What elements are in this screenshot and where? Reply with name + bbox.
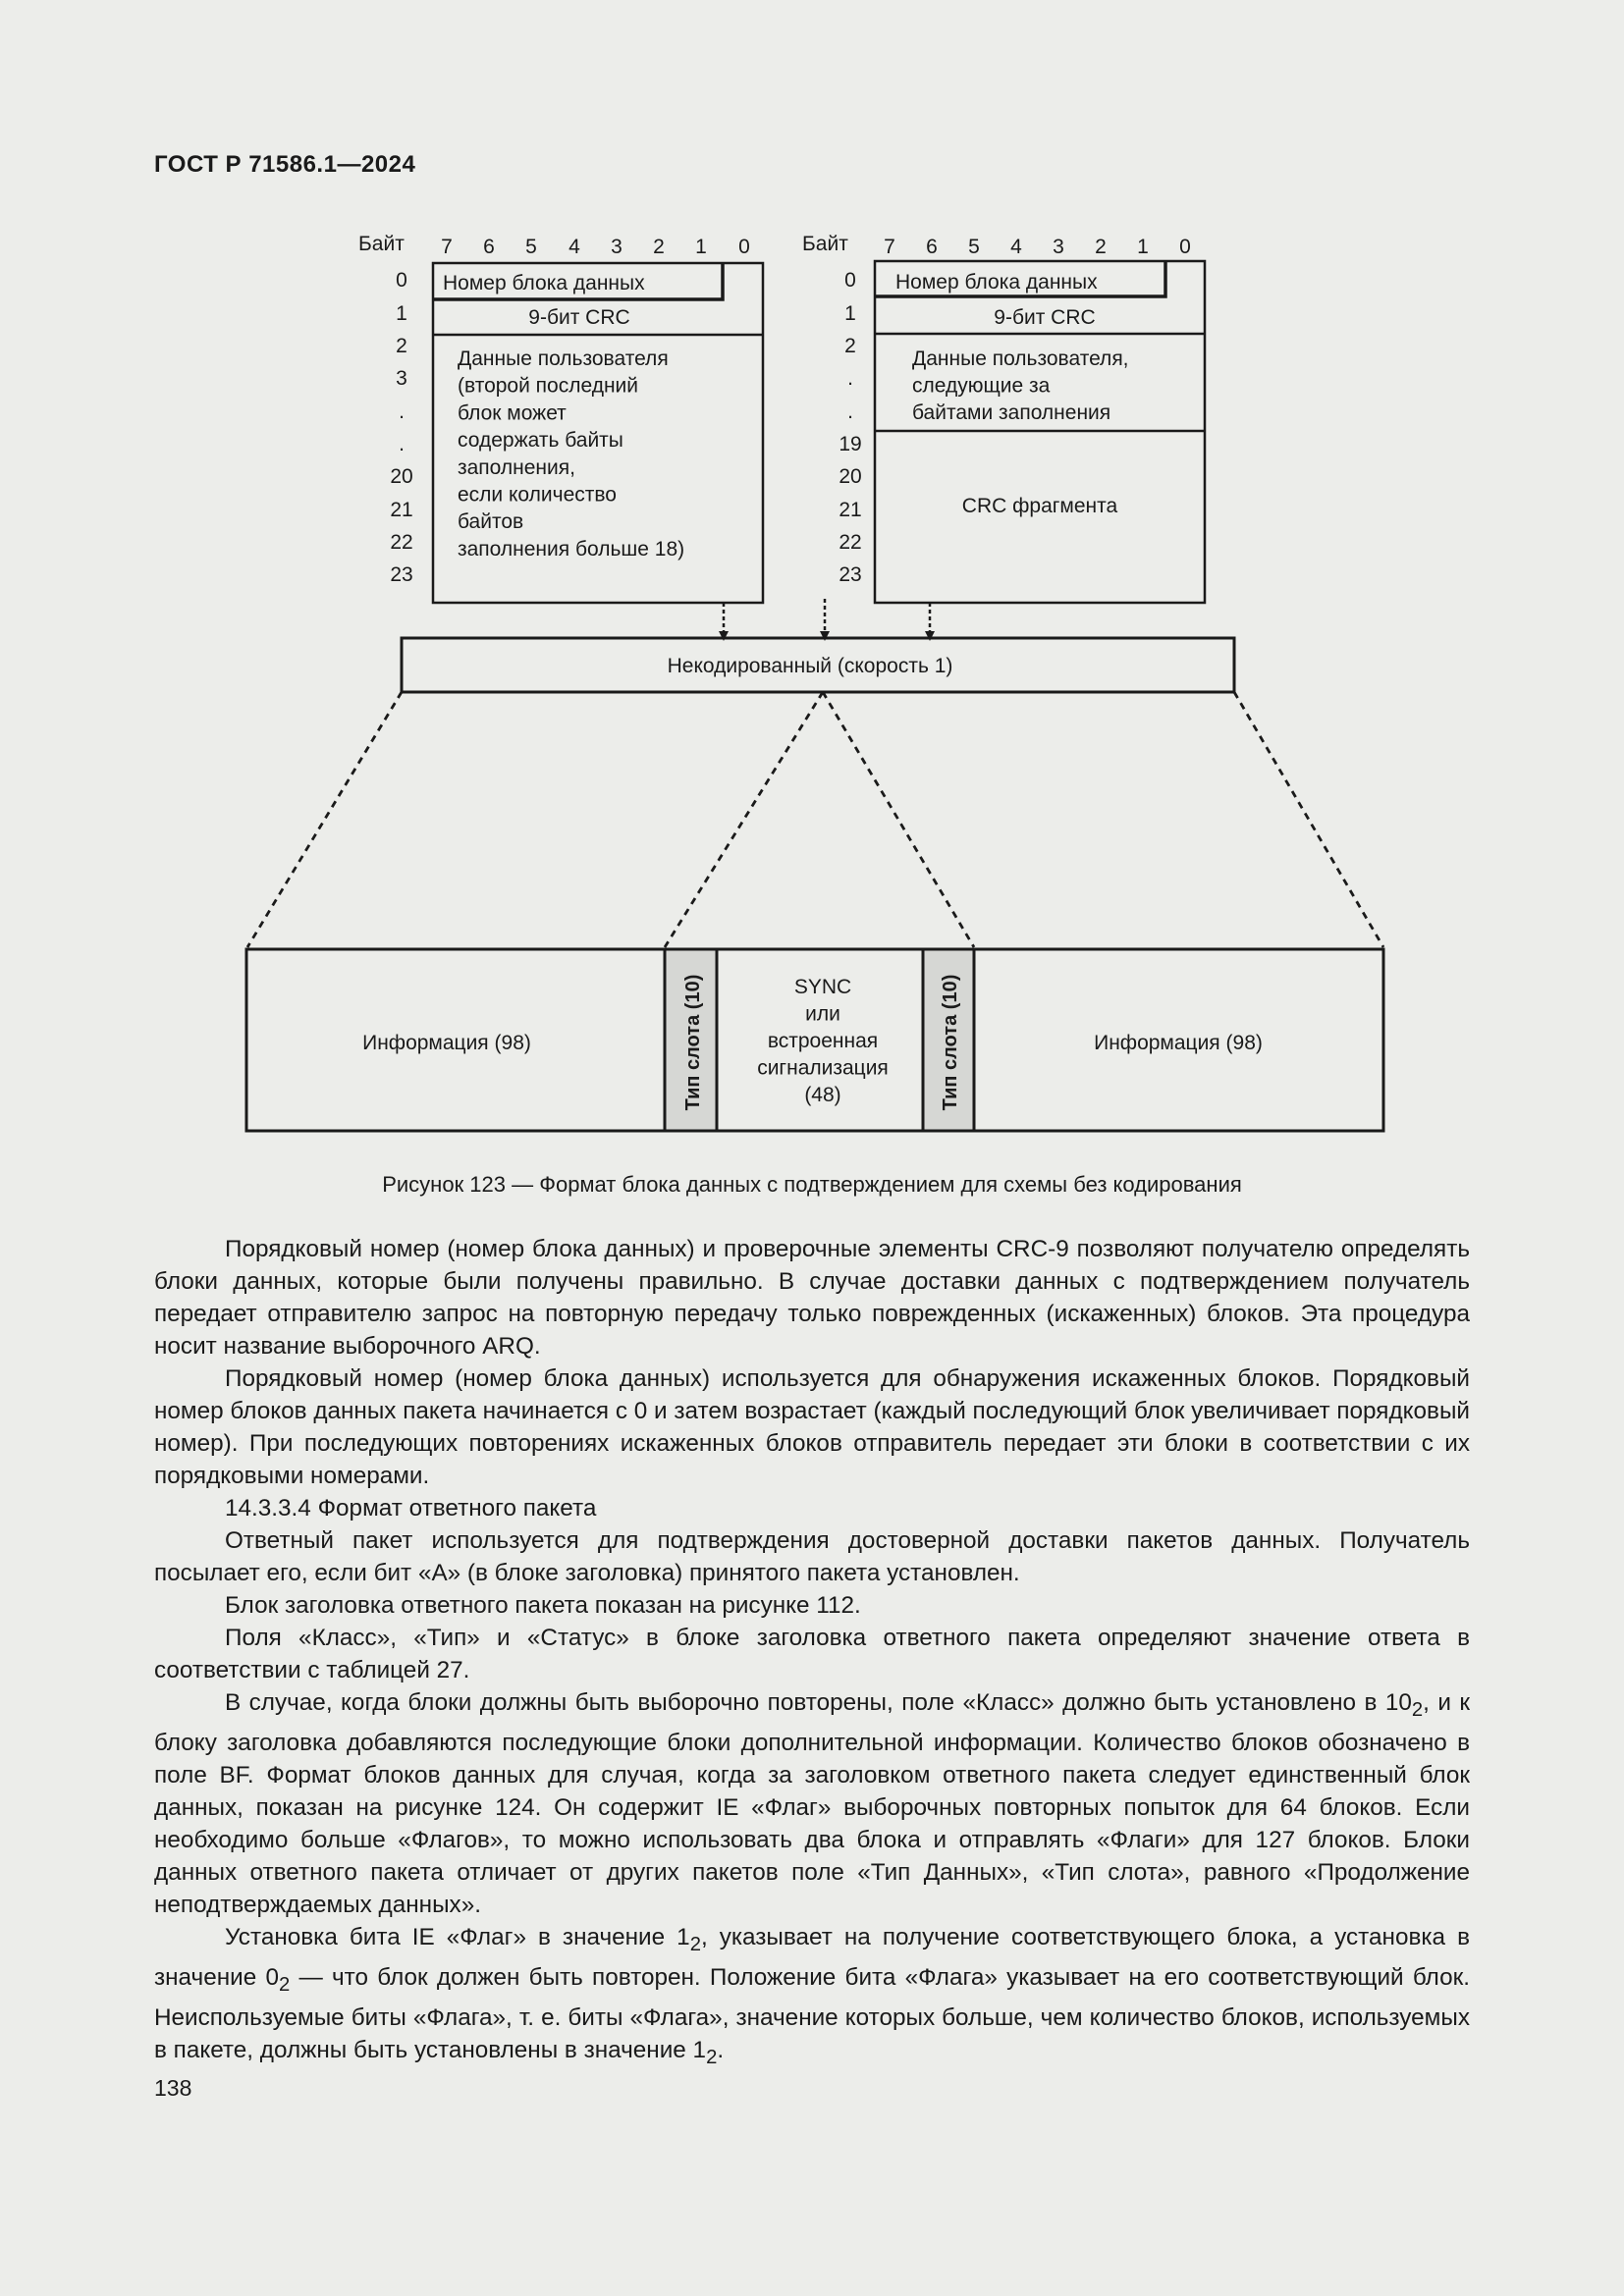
- paragraph: Порядковый номер (номер блока данных) и проверочные элементы CRC-9 позволяют получателю определять блоки данных, которые были получены правильно. В случае доставки данных с подтверждением получатель передает отправителю запрос на повторную передачу только поврежденных (искаженных) блоков. Эта процедура носит название выборочного ARQ.: [154, 1236, 1470, 1360]
- bit-label: 4: [568, 236, 580, 258]
- byte-row-label: 1: [844, 302, 856, 325]
- byte-row-label: 0: [396, 269, 407, 292]
- paragraph: Ответный пакет используется для подтверждения достоверной доставки пакетов данных. Получатель посылает его, если бит «А» (в блоке заголовка) принятого пакета установлен.: [154, 1527, 1470, 1586]
- right-data-block: [802, 233, 1205, 603]
- bit-label: 1: [1137, 236, 1149, 258]
- body-text: [154, 1233, 1470, 2073]
- sync-line: (48): [804, 1084, 841, 1106]
- user-data-line: содержать байты: [458, 429, 623, 453]
- user-data-line: заполнения,: [458, 455, 575, 479]
- left-block-number-field: Номер блока данных: [443, 272, 645, 294]
- paragraph: Блок заголовка ответного пакета показан на рисунке 112.: [225, 1592, 861, 1619]
- sync-line: SYNC: [793, 976, 852, 998]
- bit-label: 6: [483, 236, 495, 258]
- page-number: 138: [154, 2075, 192, 2101]
- sync-line: сигнализация: [757, 1056, 889, 1080]
- user-data-line: байтами заполнения: [912, 401, 1111, 424]
- byte-row-label: 22: [839, 531, 862, 554]
- left-byte-row-labels: [390, 269, 412, 586]
- bit-label: 7: [884, 236, 895, 258]
- right-fragment-crc-field: CRC фрагмента: [961, 495, 1118, 517]
- slot-type-right: Тип слота (10): [940, 974, 961, 1111]
- uncoded-box-label: Некодированный (скорость 1): [667, 655, 953, 677]
- slot-type-left: Тип слота (10): [682, 974, 704, 1111]
- bit-label: 2: [653, 236, 665, 258]
- user-data-line: следующие за: [912, 374, 1051, 398]
- byte-row-label: 2: [396, 335, 407, 357]
- sync-line: или: [805, 1002, 840, 1026]
- paragraph: 14.3.3.4 Формат ответного пакета: [225, 1495, 597, 1522]
- user-data-line: блок может: [458, 401, 567, 425]
- bit-label: 4: [1010, 236, 1022, 258]
- sync-line: встроенная: [767, 1030, 879, 1052]
- paragraph: Поля «Класс», «Тип» и «Статус» в блоке заголовка ответного пакета определяют значение ответа в соответствии с таблицей 27.: [154, 1625, 1470, 1683]
- right-byte-label: Байт: [802, 233, 848, 255]
- bit-label: 2: [1095, 236, 1107, 258]
- user-data-line: байтов: [458, 510, 524, 534]
- byte-row-label: .: [399, 433, 405, 455]
- paragraph: В случае, когда блоки должны быть выборочно повторены, поле «Класс» должно быть установлено в $10_2$, и к блоку заголовка добавляются последующие блоки дополнительной информации. Количество блоков обозначено в поле BF. Формат блоков данных для случая, когда за заголовком ответного пакета следует единственный блок данных, показан на рисунке 124. Он содержит IE «Флаг» выборочных повторных попыток для 64 блоков. Если необходимо больше «Флагов», то можно использовать два блока и отправлять «Флаги» для 127 блоков. Блоки данных ответного пакета отличает от других пакетов поле «Тип Данных», «Тип слота», равного «Продолжение неподтверждаемых данных».: [154, 1689, 1470, 1918]
- user-data-line: (второй последний: [458, 374, 639, 398]
- byte-row-label: 20: [390, 465, 413, 488]
- byte-row-label: .: [847, 367, 853, 390]
- user-data-line: заполнения больше 18): [458, 537, 685, 561]
- paragraph: Установка бита IE «Флаг» в значение $1_2$, указывает на получение соответствующего блока, а установка в значение $0_2$ — что блок должен быть повторен. Положение бита «Флага» указывает на его соответствующий блок. Неиспользуемые биты «Флага», т. е. биты «Флага», значение которых больше, чем количество блоков, используемых в пакете, должны быть установлены в значение $1_2$.: [154, 1923, 1470, 2068]
- flow-arrows: [724, 599, 930, 636]
- byte-row-label: 23: [839, 563, 862, 586]
- right-block-number-field: Номер блока данных: [895, 271, 1098, 294]
- byte-row-label: .: [847, 400, 853, 423]
- document-code-header: ГОСТ Р 71586.1—2024: [154, 151, 416, 178]
- left-byte-label: Байт: [358, 233, 405, 255]
- info-right: Информация (98): [1094, 1032, 1263, 1054]
- byte-row-label: 20: [839, 465, 862, 488]
- byte-row-label: 23: [390, 563, 413, 586]
- info-left: Информация (98): [362, 1032, 531, 1054]
- left-crc-field: 9-бит CRC: [528, 306, 630, 329]
- user-data-line: если количество: [458, 483, 617, 507]
- bit-label: 5: [968, 236, 980, 258]
- subscript: 2: [278, 1973, 291, 1996]
- byte-row-label: 3: [396, 367, 407, 390]
- left-user-data-field: [458, 347, 684, 561]
- byte-row-label: 21: [390, 499, 413, 521]
- right-crc-field: 9-бит CRC: [994, 306, 1096, 329]
- user-data-line: Данные пользователя: [458, 347, 669, 370]
- figure-caption: Рисунок 123 — Формат блока данных с подтверждением для схемы без кодирования: [382, 1172, 1242, 1197]
- subscript: 2: [1411, 1698, 1424, 1721]
- expansion-lines: [247, 692, 1383, 947]
- bit-label: 7: [441, 236, 453, 258]
- right-user-data-field: [912, 347, 1129, 424]
- burst-structure: [246, 949, 1383, 1131]
- byte-row-label: 22: [390, 531, 413, 554]
- byte-row-label: 1: [396, 302, 407, 325]
- bit-label: 5: [525, 236, 537, 258]
- left-data-block: [358, 233, 763, 603]
- paragraph: Порядковый номер (номер блока данных) используется для обнаружения искаженных блоков. Порядковый номер блоков данных пакета начинается с 0 и затем возрастает (каждый последующий блок увеличивает порядковый номер). При последующих повторениях искаженных блоков отправитель передает эти блоки в соответствии с их порядковыми номерами.: [154, 1365, 1470, 1489]
- user-data-line: Данные пользователя,: [912, 347, 1129, 370]
- bit-label: 3: [611, 236, 623, 258]
- byte-row-label: 19: [839, 433, 862, 455]
- sync-field: [757, 976, 889, 1106]
- left-bit-labels: [441, 236, 750, 258]
- byte-row-label: 0: [844, 269, 856, 292]
- bit-label: 6: [926, 236, 938, 258]
- byte-row-label: 2: [844, 335, 856, 357]
- right-byte-row-labels: [839, 269, 861, 586]
- byte-row-label: .: [399, 400, 405, 423]
- bit-label: 0: [738, 236, 750, 258]
- bit-label: 3: [1053, 236, 1064, 258]
- bit-label: 0: [1179, 236, 1191, 258]
- byte-row-label: 21: [839, 499, 862, 521]
- subscript: 2: [689, 1933, 701, 1955]
- bit-label: 1: [695, 236, 707, 258]
- subscript: 2: [706, 2046, 718, 2068]
- right-bit-labels: [884, 236, 1191, 258]
